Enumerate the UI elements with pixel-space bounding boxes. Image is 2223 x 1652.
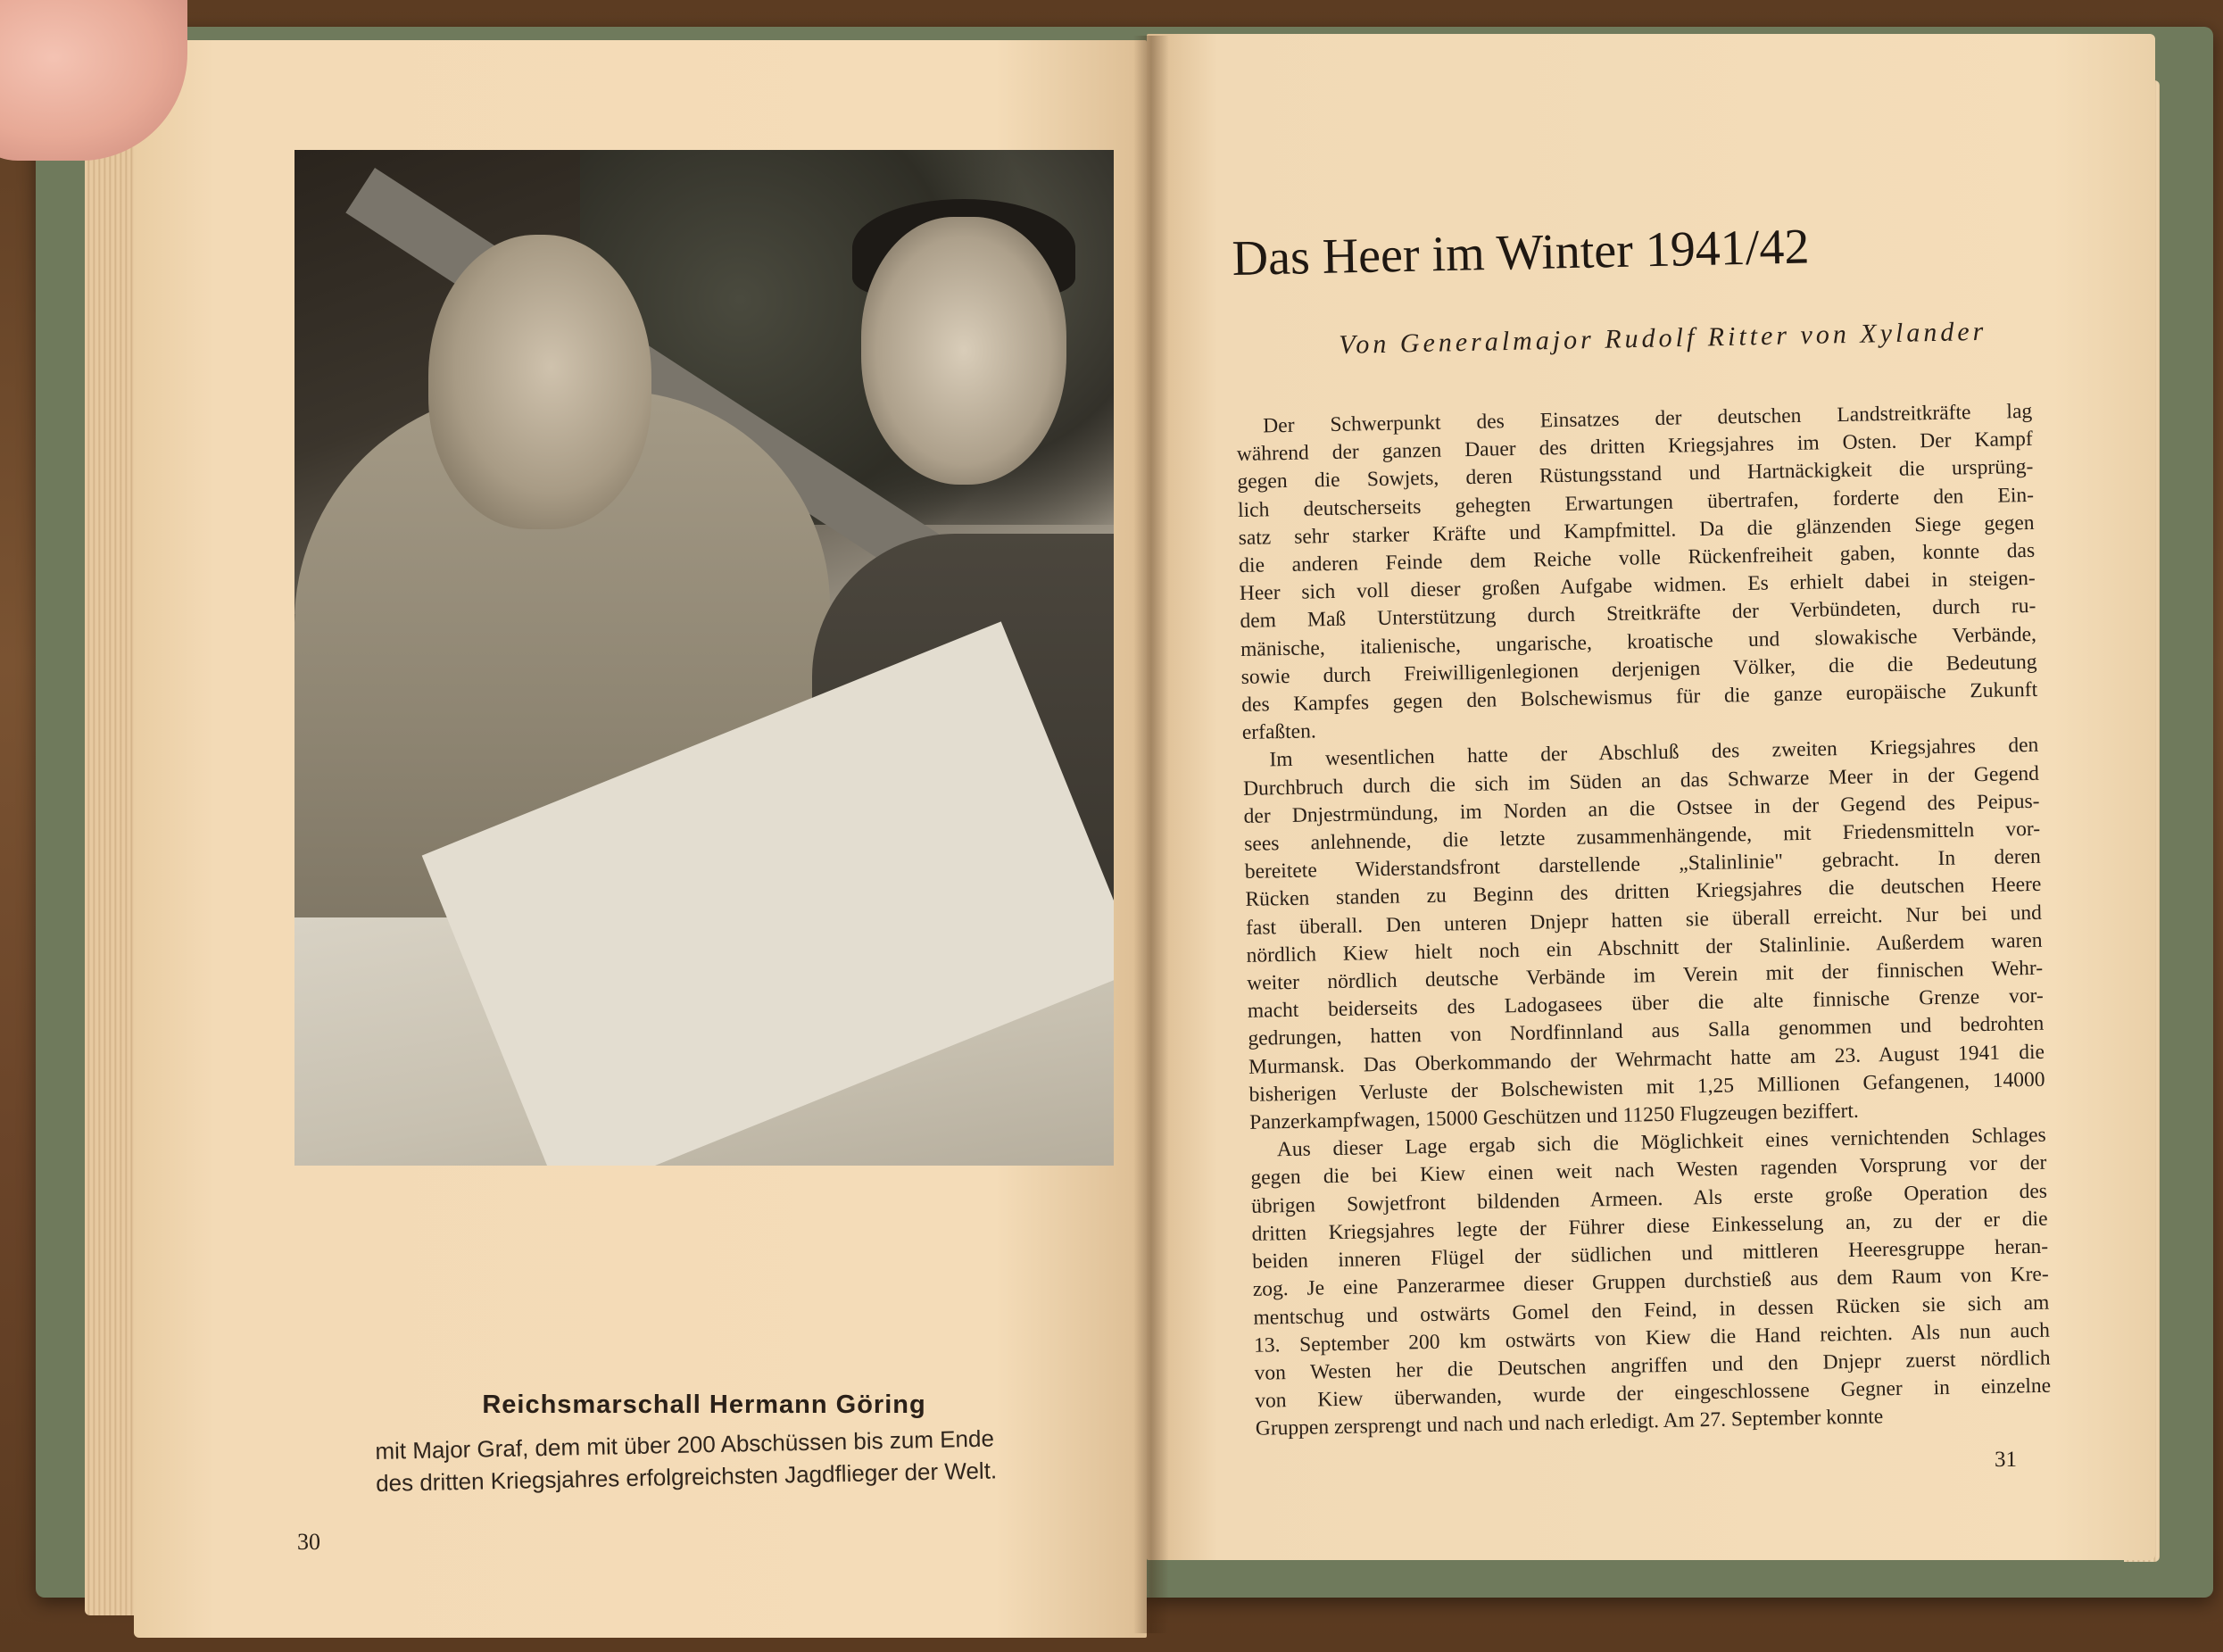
body-line: erfaßten. [1241,719,1316,745]
body-line: Rücken standen zu Beginn des dritten Kriegsjahres die deutschen Heere [1245,873,2042,912]
body-line: Heer sich voll dieser großen Aufgabe widmen. Es erhielt dabei in steigen- [1239,567,2036,606]
body-line: dritten Kriegsjahres legte der Führer diese Einkesselung an, zu der er die [1251,1207,2048,1246]
body-line: zog. Je eine Panzerarmee dieser Gruppen durchstieß aus dem Raum von Kre- [1252,1262,2049,1302]
body-line: Der Schwerpunkt des Einsatzes der deutschen Landstreitkräfte lag [1263,399,2033,438]
body-line: fast überall. Den unteren Dnjepr hatten sie überall erreicht. Nur bei und [1245,901,2043,940]
body-line: Im wesentlichen hatte der Abschluß des zweiten Kriegsjahres den [1269,734,2039,772]
caption-line: des dritten Kriegsjahres erfolgreichsten Jagdflieger der Welt. [375,1457,998,1497]
body-line: Aus dieser Lage ergab sich die Möglichkeit eines vernichtenden Schlages [1276,1124,2046,1162]
body-line: die anderen Feinde dem Reiche volle Rückenfreiheit gaben, konnte das [1239,538,2036,577]
body-line: weiter nördlich deutsche Verbände im Verein mit der finnischen Wehr- [1247,956,2044,995]
page-number-left: 30 [297,1529,320,1555]
body-line: Durchbruch durch die sich im Süden an das Schwarze Meer in der Gegend [1242,761,2040,801]
body-line: lich deutscherseits gehegten Erwartungen übertrafen, forderte den Ein- [1237,483,2035,522]
body-line: des Kampfes gegen den Bolschewismus für die ganze europäische Zukunft [1241,677,2038,717]
body-line: der Dnjestrmündung, im Norden an die Ostsee in der Gegend des Peipus- [1243,789,2040,828]
body-text [1236,398,2052,1443]
body-line: Gruppen zersprengt und nach und nach erledigt. Am 27. September konnte [1255,1405,1884,1441]
body-line: gegen die bei Kiew einen weit nach Westen ragenden Vorsprung vor der [1250,1151,2047,1191]
body-line: sowie durch Freiwilligenlegionen derjenigen Völker, die die Bedeutung [1240,650,2037,689]
body-line: Murmansk. Das Oberkommando der Wehrmacht hatte am 23. August 1941 die [1248,1040,2045,1079]
body-line: nördlich Kiew hielt noch ein Abschnitt der Stalinlinie. Außerdem waren [1246,928,2043,967]
body-line: gegen die Sowjets, deren Rüstungsstand und Hartnäckigkeit die ursprüng- [1237,455,2034,494]
body-line: bisherigen Verluste der Bolschewisten mit 1,25 Millionen Gefangenen, 14000 [1248,1067,2045,1107]
portrait-photo [294,150,1114,1166]
body-line: 13. September 200 km ostwärts von Kiew die Hand reichten. Als nun auch [1253,1318,2051,1357]
body-line: sees anlehnende, die letzte zusammenhängende, mit Friedensmitteln vor- [1244,817,2041,856]
body-line: übrigen Sowjetfront bildenden Armeen. Als erste große Operation des [1250,1179,2048,1218]
body-line: von Westen her die Deutschen angriffen und den Dnjepr zuerst nördlich [1254,1346,2051,1385]
photo-caption-title: Reichsmarschall Hermann Göring [482,1391,926,1419]
page-number-right: 31 [1995,1448,2017,1472]
body-line: mänische, italienische, ungarische, kroatische und slowakische Verbände, [1240,622,2037,661]
body-line: während der ganzen Dauer des dritten Kriegsjahres im Osten. Der Kampf [1236,428,2033,467]
body-line: Panzerkampfwagen, 15000 Geschützen und 11250 Flugzeugen beziffert. [1249,1099,1859,1134]
caption-line: mit Major Graf, dem mit über 200 Abschüssen bis zum Ende [375,1424,995,1465]
body-line: mentschug und ostwärts Gomel den Feind, in dessen Rücken sie sich am [1253,1291,2050,1330]
author-byline: Von Generalmajor Rudolf Ritter von Xylander [1339,316,1987,360]
body-line: beiden inneren Flügel der südlichen und mittleren Heeresgruppe heran- [1252,1234,2049,1274]
body-line: von Kiew überwanden, wurde der eingeschlossene Gegner in einzelne [1255,1374,2052,1413]
body-line: gedrungen, hatten von Nordfinnland aus Salla genommen und bedrohten [1248,1012,2045,1051]
book-gutter [1133,36,1169,1633]
body-line: dem Maß Unterstützung durch Streitkräfte der Verbündeten, durch ru- [1240,594,2036,634]
chapter-title: Das Heer im Winter 1941/42 [1232,219,1810,286]
body-line: satz sehr starker Kräfte und Kampfmittel. Da die glänzenden Siege gegen [1238,511,2035,550]
body-line: macht beiderseits des Ladogasees über die alte finnische Grenze vor- [1247,984,2044,1024]
body-line: bereitete Widerstandsfront darstellende „Stalinlinie" gebracht. In deren [1244,845,2041,884]
